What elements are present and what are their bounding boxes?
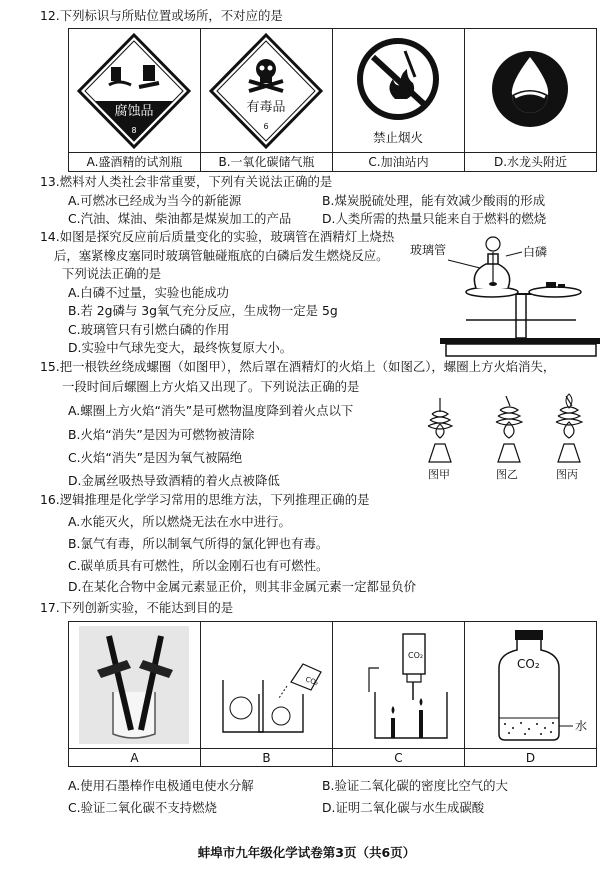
glass-tube-label: 玻璃管 [410,243,447,257]
q12-option-a[interactable]: A.盛酒精的试剂瓶 [69,153,201,171]
q15-option-c[interactable]: C.火焰“消失”是因为氧气被隔绝 [68,450,243,465]
q14-option-b[interactable]: B.若 2g磷与 3g氧气充分反应，生成物一定是 5g [68,303,338,318]
question-13 [40,174,599,190]
co2-water-bottle-icon [465,622,595,749]
q17-option-a[interactable]: A.使用石墨棒作电极通电使水分解 [68,778,254,793]
question-14-stem-line1: 14.如图是探究反应前后质量变化的实验，玻璃管在酒精灯上烧热 [40,229,395,244]
q12-option-d[interactable]: D.水龙头附近 [493,155,568,169]
q17-caption-a: A [69,749,201,767]
figure-yi-label: 图乙 [496,468,518,481]
q13-option-a[interactable]: A.可燃冰已经成为当今的新能源 [68,193,242,208]
q13-option-d[interactable]: D.人类所需的热量只能来自于燃料的燃烧 [322,211,547,226]
q16-option-c[interactable]: C.碳单质具有可燃性，所以金刚石也有可燃性。 [68,558,329,573]
coil-flame-figure [410,392,602,484]
no-fire-sign-cell [333,29,465,152]
q14-option-a[interactable]: A.白磷不过量，实验也能成功 [68,285,229,300]
q14-option-d[interactable]: D.实验中气球先变大，最终恢复原大小。 [68,340,293,355]
q14-option-c[interactable]: C.玻璃管只有引燃白磷的作用 [68,322,230,337]
q15-option-d[interactable]: D.金属丝吸热导致酒精的着火点被降低 [68,473,280,488]
white-phosphorus-label: 白磷 [523,245,548,259]
question-13-stem: 13.燃料对人类社会非常重要，下列有关说法正确的是 [40,174,333,189]
water-saving-sign-icon [465,29,595,153]
q15-option-a[interactable]: A.螺圈上方火焰“消失”是可燃物温度降到着火点以下 [68,403,354,418]
question-15-stem-line1: 15.把一根铁丝绕成螺圈（如图甲），然后罩在酒精灯的火焰上（如图乙），螺圈上方火焰消失， [40,359,556,374]
question-15-stem-line2: 一段时间后螺圈上方火焰又出现了。下列说法正确的是 [62,379,360,394]
experiment-d-cell [465,622,596,748]
balance-figure [410,232,600,360]
q13-option-c[interactable]: C.汽油、煤油、柴油都是煤炭加工的产品 [68,211,292,226]
corrosive-sign-icon [69,29,199,153]
question-14-stem-line2: 后，塞紧橡皮塞同时玻璃管触碰瓶底的白磷后发生燃烧反应。 [54,248,389,263]
q17-experiment-table [68,621,597,767]
q12-option-b[interactable]: B.一氧化碳储气瓶 [201,153,333,171]
graphite-electrolysis-icon [69,622,199,749]
q17-caption-b: B [201,749,333,767]
experiment-c-cell [333,622,465,748]
corrosive-sign-cell [69,29,201,152]
q12-sign-table [68,28,597,172]
balance-scale-icon [410,232,600,360]
coil-and-lamp-icon [410,392,602,484]
figure-jia-label: 图甲 [428,468,450,481]
q16-option-d[interactable]: D.在某化合物中金属元素显正价，则其非金属元素一定都显负价 [68,579,417,594]
co2-density-icon [201,622,331,749]
question-17-stem: 17.下列创新实验，不能达到目的是 [40,600,234,615]
q17-option-c[interactable]: C.验证二氧化碳不支持燃烧 [68,800,217,815]
q16-option-a[interactable]: A.水能灭火，所以燃烧无法在水中进行。 [68,514,291,529]
experiment-b-cell [201,622,333,748]
q13-option-b[interactable]: B.煤炭脱硫处理，能有效减少酸雨的形成 [322,193,546,208]
q16-option-b[interactable]: B.氯气有毒，所以制氧气所得的氯化钾也有毒。 [68,536,329,551]
co2-support-combustion-icon [333,622,463,749]
q17-caption-c: C [333,749,465,767]
toxic-sign-cell [201,29,333,152]
co2-label-b: CO₂ [304,675,320,688]
experiment-a-cell [69,622,201,748]
co2-label-d: CO₂ [517,657,540,671]
no-fire-label: 禁止烟火 [372,130,424,145]
question-16-stem: 16.逻辑推理是化学学习常用的思维方法，下列推理正确的是 [40,492,370,507]
page-footer: 蚌埠市九年级化学试卷第3页（共6页） [197,845,416,860]
corrosive-class-number: 8 [131,126,137,135]
no-fire-sign-icon [333,29,463,153]
toxic-label: 有毒品 [246,100,286,115]
question-12 [40,8,599,24]
q17-caption-d: D [525,751,536,765]
toxic-class-number: 6 [263,122,269,131]
q17-option-d[interactable]: D.证明二氧化碳与水生成碳酸 [322,800,485,815]
toxic-sign-icon [201,29,331,153]
question-14-stem-line3: 下列说法正确的是 [62,266,162,281]
corrosive-label: 腐蚀品 [114,104,154,119]
figure-bing-label: 图丙 [556,468,578,481]
q12-option-c[interactable]: C.加油站内 [333,153,465,171]
q15-option-b[interactable]: B.火焰“消失”是因为可燃物被清除 [68,427,255,442]
co2-label-c: CO₂ [408,651,424,660]
q17-option-b[interactable]: B.验证二氧化碳的密度比空气的大 [322,778,508,793]
water-saving-sign-cell [465,29,596,152]
question-12-stem: 12.下列标识与所贴位置或场所，不对应的是 [40,8,283,23]
water-label: 水 [575,719,588,733]
